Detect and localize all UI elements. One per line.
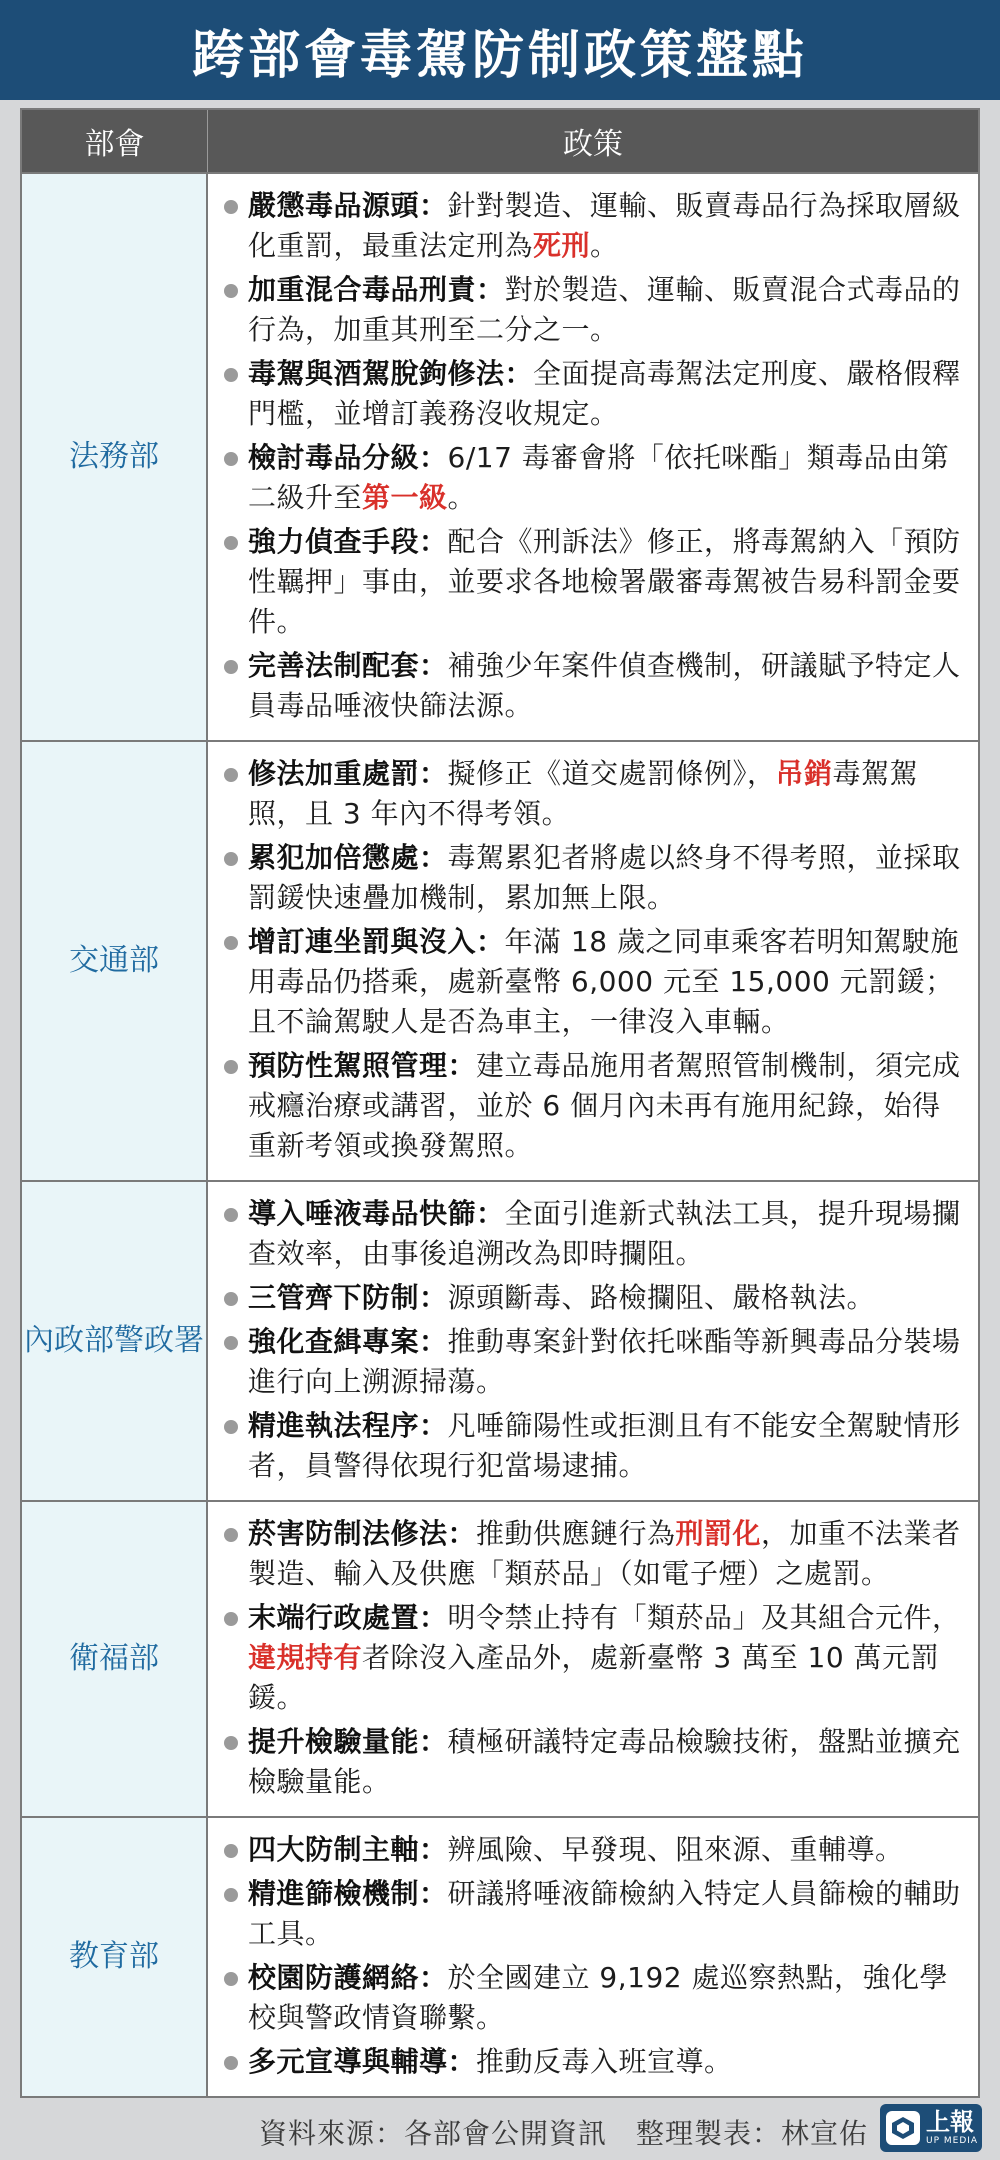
policy-item <box>222 838 964 918</box>
policy-text: 對於製造、運輸、販賣混合式毒品的行為，加重其刑至二分之一。 <box>248 273 961 346</box>
policy-heading: 預防性駕照管理： <box>248 1049 477 1082</box>
dept-cell <box>22 1502 208 1816</box>
policy-heading: 嚴懲毒品源頭： <box>248 189 448 222</box>
dept-name: 內政部 <box>24 1323 114 1358</box>
policy-item <box>222 522 964 642</box>
policy-text: 6/17 毒審會將「依托咪酯」類毒品由第二級升至 <box>248 441 950 514</box>
policy-item <box>222 1874 964 1954</box>
policy-text: 毒駕駕照，且 3 年內不得考領。 <box>248 757 919 830</box>
dept-name: 法務部 <box>69 439 159 474</box>
dept-name: 警政署 <box>114 1323 204 1358</box>
policy-heading: 三管齊下防制： <box>248 1281 448 1314</box>
policy-heading: 強化查緝專案： <box>248 1325 448 1358</box>
policy-text: 推動供應鏈行為 <box>476 1517 676 1550</box>
policy-heading: 精進執法程序： <box>248 1409 448 1442</box>
policy-text: 配合《刑訴法》修正，將毒駕納入「預防性羈押」事由，並要求各地檢署嚴審毒駕被告易科罰金要件。 <box>248 525 961 638</box>
policy-item <box>222 754 964 834</box>
policy-heading: 檢討毒品分級： <box>248 441 448 474</box>
title-band <box>0 0 1000 100</box>
footer <box>0 2098 1000 2160</box>
highlight-text: 死刑 <box>533 229 591 262</box>
policy-heading: 完善法制配套： <box>248 649 448 682</box>
policy-text: ，加重不法業者製造、輸入及供應「類菸品」（如電子煙）之處罰。 <box>248 1517 961 1590</box>
policy-item <box>222 1722 964 1802</box>
policy-item <box>222 2042 964 2082</box>
dept-cell <box>22 742 208 1180</box>
header-dept: 部會 <box>22 110 208 172</box>
policy-item <box>222 438 964 518</box>
policy-item <box>222 1322 964 1402</box>
policy-text: 明令禁止持有「類菸品」及其組合元件， <box>447 1601 961 1634</box>
policy-text: 年滿 18 歲之同車乘客若明知駕駛施用毒品仍搭乘，處新臺幣 6,000 元至 15,000 元罰鍰；且不論駕駛人是否為車主，一律沒入車輛。 <box>248 925 959 1038</box>
policy-cell <box>208 174 978 740</box>
header-policy: 政策 <box>563 127 623 162</box>
policy-item <box>222 646 964 726</box>
policy-text: 全面提高毒駕法定刑度、嚴格假釋門檻，並增訂義務沒收規定。 <box>248 357 961 430</box>
policy-heading: 強力偵查手段： <box>248 525 448 558</box>
policy-heading: 修法加重處罰： <box>248 757 448 790</box>
policy-heading: 提升檢驗量能： <box>248 1725 448 1758</box>
policy-text: 針對製造、運輸、販賣毒品行為採取層級化重罰，最重法定刑為 <box>248 189 961 262</box>
policy-text: 。 <box>590 229 619 262</box>
policy-cell <box>208 742 978 1180</box>
page-title: 跨部會毒駕防制政策盤點 <box>191 25 808 86</box>
dept-cell <box>22 1818 208 2096</box>
policy-item <box>222 1958 964 2038</box>
highlight-text: 吊銷 <box>775 757 833 790</box>
up-media-logo <box>880 2104 982 2152</box>
policy-item <box>222 1514 964 1594</box>
highlight-text: 第一級 <box>362 481 448 514</box>
policy-text: 於全國建立 9,192 處巡察熱點，強化學校與警政情資聯繫。 <box>248 1961 948 2034</box>
policy-item <box>222 1278 964 1318</box>
table-body <box>22 172 978 2096</box>
policy-item <box>222 270 964 350</box>
policy-heading: 毒駕與酒駕脫鉤修法： <box>248 357 534 390</box>
highlight-text: 刑罰化 <box>675 1517 762 1550</box>
table-header <box>22 110 978 172</box>
policy-text: 研議將唾液篩檢納入特定人員篩檢的輔助工具。 <box>248 1877 961 1950</box>
policy-item <box>222 1598 964 1718</box>
policy-text: 積極研議特定毒品檢驗技術，盤點並擴充檢驗量能。 <box>248 1725 961 1798</box>
dept-cell <box>22 1182 208 1500</box>
policy-cell <box>208 1182 978 1500</box>
dept-name: 衛福部 <box>69 1641 159 1676</box>
policy-heading: 導入唾液毒品快篩： <box>248 1197 505 1230</box>
policy-text: 源頭斷毒、路檢攔阻、嚴格執法。 <box>447 1281 876 1314</box>
policy-heading: 末端行政處置： <box>248 1601 448 1634</box>
policy-text: 毒駕累犯者將處以終身不得考照，並採取罰鍰快速疊加機制，累加無上限。 <box>248 841 961 914</box>
policy-heading: 累犯加倍懲處： <box>248 841 448 874</box>
policy-text: 擬修正《道交處罰條例》， <box>447 757 776 790</box>
policy-text: 補強少年案件偵查機制，研議賦予特定人員毒品唾液快篩法源。 <box>248 649 961 722</box>
source-credit: 資料來源：各部會公開資訊 整理製表：林宣佑 <box>258 2117 868 2150</box>
logo-mark-icon <box>886 2111 920 2145</box>
policy-item <box>222 922 964 1042</box>
logo-zh: 上報 <box>926 2108 974 2136</box>
policy-text: 推動反毒入班宣導。 <box>476 2045 733 2078</box>
policy-item <box>222 186 964 266</box>
policy-text: 建立毒品施用者駕照管制機制，須完成戒癮治療或講習，並於 6 個月內未再有施用紀錄，始得重新考領或換發駕照。 <box>248 1049 961 1162</box>
policy-item <box>222 1406 964 1486</box>
policy-cell <box>208 1818 978 2096</box>
policy-item <box>222 1194 964 1274</box>
policy-heading: 校園防護網絡： <box>248 1961 448 1994</box>
policy-text: 凡唾篩陽性或拒測且有不能安全駕駛情形者，員警得依現行犯當場逮捕。 <box>248 1409 961 1482</box>
policy-heading: 加重混合毒品刑責： <box>248 273 505 306</box>
policy-cell <box>208 1502 978 1816</box>
policy-text: 辨風險、早發現、阻來源、重輔導。 <box>447 1833 904 1866</box>
policy-text: 。 <box>447 481 477 514</box>
logo-en: UP MEDIA <box>926 2136 979 2146</box>
table-row <box>22 1816 978 2096</box>
policy-text: 推動專案針對依托咪酯等新興毒品分裝場進行向上溯源掃蕩。 <box>248 1325 961 1398</box>
policy-heading: 精進篩檢機制： <box>248 1877 448 1910</box>
table-row <box>22 1500 978 1816</box>
dept-name: 交通部 <box>69 943 159 978</box>
table-row <box>22 1180 978 1500</box>
table-row <box>22 172 978 740</box>
dept-name: 教育部 <box>69 1939 159 1974</box>
policy-heading: 四大防制主軸： <box>248 1833 448 1866</box>
policy-heading: 菸害防制法修法： <box>248 1517 477 1550</box>
policy-table <box>20 108 980 2098</box>
dept-cell <box>22 174 208 740</box>
policy-heading: 多元宣導與輔導： <box>248 2045 477 2078</box>
logo-text <box>926 2110 978 2146</box>
table-row <box>22 740 978 1180</box>
highlight-text: 違規持有 <box>248 1641 363 1674</box>
policy-item <box>222 1830 964 1870</box>
policy-heading: 增訂連坐罰與沒入： <box>248 925 505 958</box>
policy-text: 全面引進新式執法工具，提升現場攔查效率，由事後追溯改為即時攔阻。 <box>248 1197 961 1270</box>
policy-item <box>222 1046 964 1166</box>
policy-item <box>222 354 964 434</box>
policy-text: 者除沒入產品外，處新臺幣 3 萬至 10 萬元罰鍰。 <box>248 1641 940 1714</box>
